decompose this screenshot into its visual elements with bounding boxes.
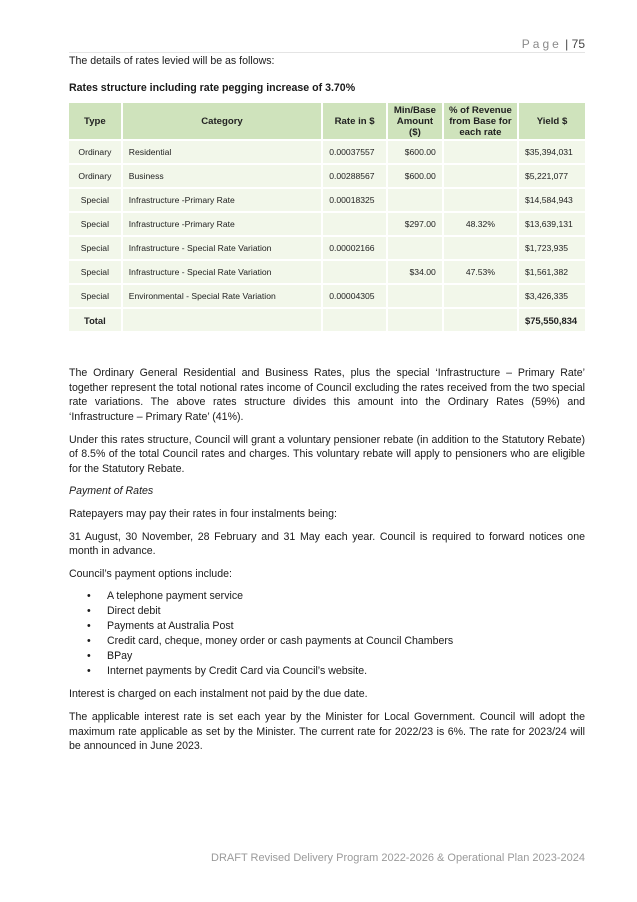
table-row — [69, 285, 585, 307]
total-cell-rate — [323, 309, 386, 331]
paragraph-payment-options: Council’s payment options include: — [69, 567, 232, 580]
list-item-text: Credit card, cheque, money order or cash payments at Council Chambers — [107, 635, 454, 648]
cell-min-base — [388, 189, 442, 211]
cell-rate: 0.00288567 — [323, 165, 386, 187]
header-pct-revenue: % of Revenue from Base for each rate — [444, 103, 517, 139]
total-cell-type: Total — [69, 309, 121, 331]
heading-payment-of-rates: Payment of Rates — [69, 485, 154, 498]
page-number: 75 — [571, 37, 585, 51]
paragraph-instalment-dates: 31 August, 30 November, 28 February and 31 May each year. Council is required to forward notices one month in advance. — [69, 530, 585, 558]
cell-rate: 0.00004305 — [323, 285, 386, 307]
cell-yield: $3,426,335 — [519, 285, 585, 307]
table-header-row — [69, 103, 585, 139]
header-rule — [69, 52, 585, 53]
cell-category: Infrastructure -Primary Rate — [123, 189, 321, 211]
cell-min-base — [388, 285, 442, 307]
list-item-text: BPay — [107, 650, 133, 663]
table-body — [69, 141, 585, 331]
paragraph-pensioner-rebate: Under this rates structure, Council will grant a voluntary pensioner rebate (in addition to the Statutory Rebate) of 8.5% of the total Council rates and charges. This voluntary rebate will apply to pensioners who are eligible for the Statutory Rebate. — [69, 433, 585, 475]
list-item-text: Payments at Australia Post — [107, 620, 234, 633]
cell-type: Special — [69, 189, 121, 211]
cell-category: Infrastructure - Special Rate Variation — [123, 261, 321, 283]
cell-min-base: $297.00 — [388, 213, 442, 235]
list-item — [87, 589, 585, 604]
rates-table — [67, 101, 587, 333]
cell-type: Ordinary — [69, 165, 121, 187]
header-yield: Yield $ — [519, 103, 585, 139]
header-category: Category — [123, 103, 321, 139]
bullet-icon: • — [87, 605, 91, 618]
cell-min-base — [388, 237, 442, 259]
cell-yield: $13,639,131 — [519, 213, 585, 235]
cell-type: Special — [69, 237, 121, 259]
list-item-text: A telephone payment service — [107, 590, 244, 603]
paragraph-interest-charged: Interest is charged on each instalment not paid by the due date. — [69, 688, 368, 701]
intro-text: The details of rates levied will be as follows: — [69, 55, 275, 67]
header-min-base: Min/Base Amount ($) — [388, 103, 442, 139]
cell-rate: 0.00002166 — [323, 237, 386, 259]
total-cell-yield: $75,550,834 — [519, 309, 585, 331]
paragraph-instalments: Ratepayers may pay their rates in four instalments being: — [69, 507, 337, 520]
bullet-icon: • — [87, 665, 91, 678]
page-header — [522, 37, 585, 51]
cell-category: Infrastructure - Special Rate Variation — [123, 237, 321, 259]
table-row — [69, 213, 585, 235]
cell-min-base: $600.00 — [388, 141, 442, 163]
cell-type: Special — [69, 285, 121, 307]
page-content — [69, 54, 585, 754]
total-cell-pct-revenue — [444, 309, 517, 331]
bullet-icon: • — [87, 620, 91, 633]
bullet-icon: • — [87, 635, 91, 648]
cell-category: Environmental - Special Rate Variation — [123, 285, 321, 307]
bullet-icon: • — [87, 590, 91, 603]
table-row — [69, 237, 585, 259]
cell-yield: $1,723,935 — [519, 237, 585, 259]
cell-pct-revenue — [444, 189, 517, 211]
page-separator: | — [565, 37, 569, 51]
list-item — [87, 634, 585, 649]
cell-pct-revenue — [444, 165, 517, 187]
cell-pct-revenue: 48.32% — [444, 213, 517, 235]
cell-rate: 0.00018325 — [323, 189, 386, 211]
cell-min-base: $34.00 — [388, 261, 442, 283]
list-item — [87, 664, 585, 679]
cell-pct-revenue — [444, 141, 517, 163]
paragraph-interest-rate: The applicable interest rate is set each year by the Minister for Local Government. Council will adopt the maximum rate applicable as set by the Minister. The current rate for 2022/23 is 6%. The rate for 2023/24 will be announced in June 2023. — [69, 710, 585, 753]
cell-category: Residential — [123, 141, 321, 163]
cell-pct-revenue — [444, 285, 517, 307]
list-item — [87, 604, 585, 619]
header-type: Type — [69, 103, 121, 139]
header-rate: Rate in $ — [323, 103, 386, 139]
table-row — [69, 165, 585, 187]
cell-rate — [323, 261, 386, 283]
cell-yield: $14,584,943 — [519, 189, 585, 211]
cell-yield: $5,221,077 — [519, 165, 585, 187]
cell-type: Special — [69, 261, 121, 283]
cell-yield: $35,394,031 — [519, 141, 585, 163]
cell-pct-revenue — [444, 237, 517, 259]
list-item-text: Internet payments by Credit Card via Council’s website. — [107, 665, 368, 678]
total-cell-min-base — [388, 309, 442, 331]
table-total-row — [69, 309, 585, 331]
page-word: Page — [521, 37, 562, 51]
page-footer: DRAFT Revised Delivery Program 2022-2026 & Operational Plan 2023-2024 — [211, 852, 585, 864]
cell-category: Infrastructure -Primary Rate — [123, 213, 321, 235]
table-row — [69, 189, 585, 211]
cell-category: Business — [123, 165, 321, 187]
cell-min-base: $600.00 — [388, 165, 442, 187]
table-row — [69, 141, 585, 163]
list-item — [87, 649, 585, 664]
table-row — [69, 261, 585, 283]
cell-rate: 0.00037557 — [323, 141, 386, 163]
total-cell-category — [123, 309, 321, 331]
cell-yield: $1,561,382 — [519, 261, 585, 283]
cell-type: Ordinary — [69, 141, 121, 163]
cell-pct-revenue: 47.53% — [444, 261, 517, 283]
list-item-text: Direct debit — [107, 605, 161, 618]
cell-type: Special — [69, 213, 121, 235]
cell-rate — [323, 213, 386, 235]
list-item — [87, 619, 585, 634]
paragraph-notional-income: The Ordinary General Residential and Business Rates, plus the special ‘Infrastructure – Primary Rate’ together represent the total notional rates income of Council excluding the rates received from the two special rate variations. The above rates structure divides this amount into the Ordinary Rates (59%) and ‘Infrastructure – Primary Rate’ (41%). — [69, 367, 585, 423]
table-title: Rates structure including rate pegging increase of 3.70% — [69, 81, 356, 94]
bullet-icon: • — [87, 650, 91, 663]
payment-options-list — [69, 589, 585, 679]
